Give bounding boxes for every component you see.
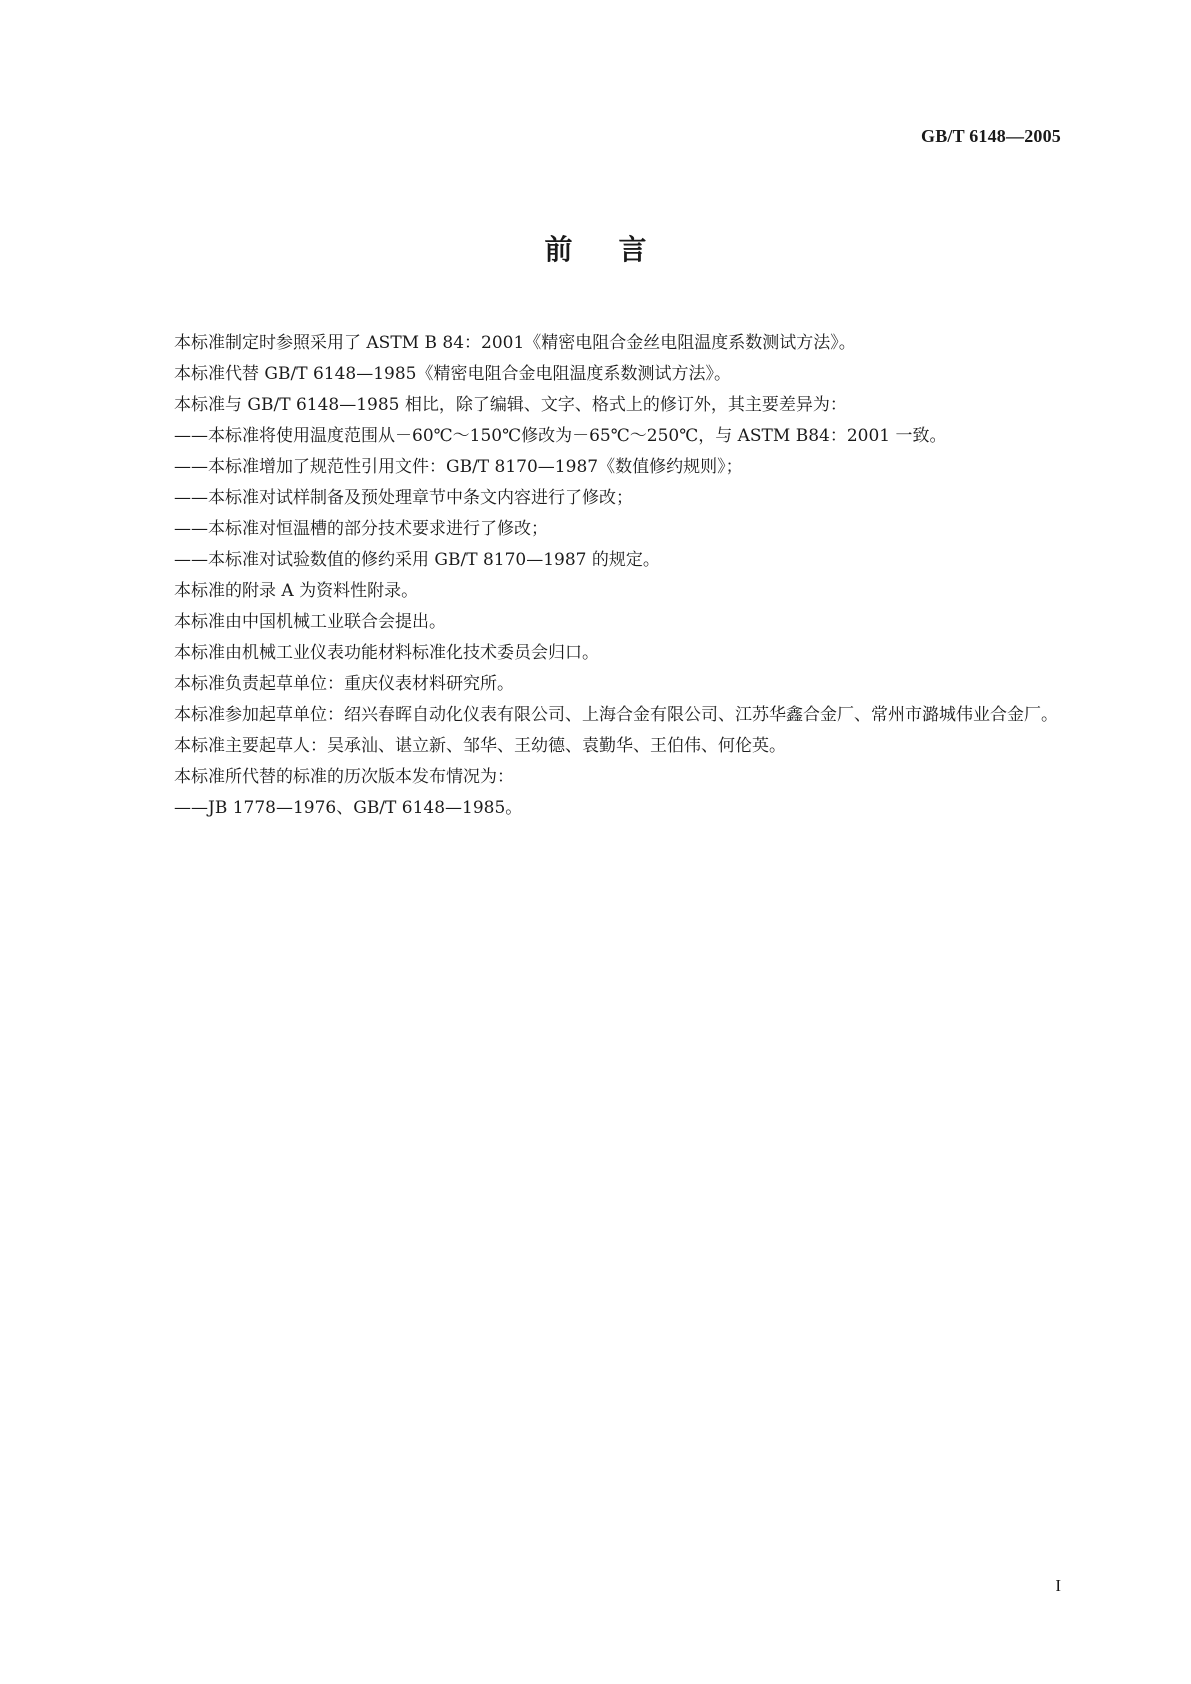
- paragraph: 本标准与 GB/T 6148—1985 相比，除了编辑、文字、格式上的修订外，其主要差异为：: [174, 395, 847, 415]
- difference-item: ——本标准对恒温槽的部分技术要求进行了修改；: [174, 519, 548, 539]
- paragraph: 本标准参加起草单位：绍兴春晖自动化仪表有限公司、上海合金有限公司、江苏华鑫合金厂、常州市潞城伟业合金厂。: [174, 705, 1058, 725]
- paragraph: 本标准的附录 A 为资料性附录。: [174, 581, 419, 601]
- difference-item: ——本标准将使用温度范围从－60℃～150℃修改为－65℃～250℃，与 ASTM B84：2001 一致。: [174, 426, 947, 446]
- foreword-body: [130, 328, 1060, 824]
- paragraph: 本标准所代替的标准的历次版本发布情况为：: [174, 767, 514, 787]
- page-title: 前言: [544, 233, 693, 266]
- paragraph: 本标准代替 GB/T 6148—1985《精密电阻合金电阻温度系数测试方法》。: [174, 364, 731, 384]
- paragraph: 本标准制定时参照采用了 ASTM B 84：2001《精密电阻合金丝电阻温度系数测试方法》。: [174, 333, 856, 353]
- difference-item: ——本标准增加了规范性引用文件：GB/T 8170—1987《数值修约规则》；: [174, 457, 743, 477]
- history-item: ——JB 1778—1976、GB/T 6148—1985。: [174, 798, 523, 818]
- paragraph: 本标准负责起草单位：重庆仪表材料研究所。: [174, 674, 514, 694]
- page-number: I: [1055, 1576, 1061, 1595]
- difference-item: ——本标准对试样制备及预处理章节中条文内容进行了修改；: [174, 488, 633, 508]
- paragraph: 本标准由中国机械工业联合会提出。: [174, 612, 446, 632]
- paragraph: 本标准主要起草人：吴承汕、谌立新、邹华、王幼德、袁勤华、王伯伟、何伦英。: [174, 736, 786, 756]
- difference-item: ——本标准对试验数值的修约采用 GB/T 8170—1987 的规定。: [174, 550, 660, 570]
- standard-code: GB/T 6148—2005: [921, 126, 1061, 146]
- paragraph: 本标准由机械工业仪表功能材料标准化技术委员会归口。: [174, 643, 599, 663]
